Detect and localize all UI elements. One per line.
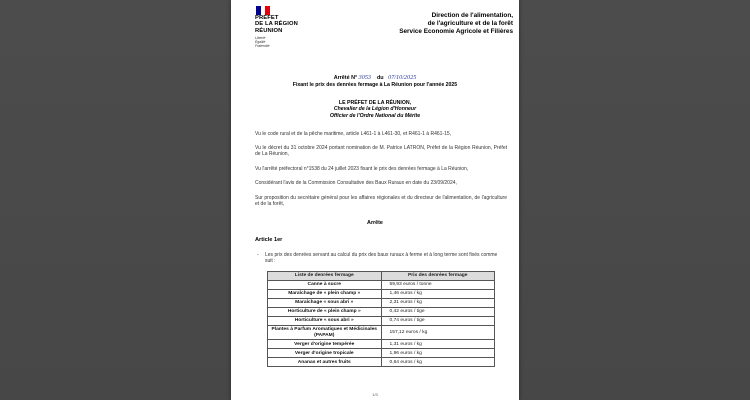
column-header: Prix des denrées fermage: [381, 272, 495, 281]
denree-price: 1,96 euros / kg: [381, 349, 495, 358]
prefet-honor: Officier de l'Ordre National du Mérite: [329, 112, 421, 119]
logo-motto: Fraternité: [255, 44, 270, 49]
flag-red-stripe: [265, 6, 270, 15]
prefet-title: LE PRÉFET DE LA RÉUNION,: [338, 100, 412, 106]
table-row: [268, 326, 495, 340]
table-row: [268, 358, 495, 367]
decree-date: 07/10/2025: [388, 74, 417, 81]
header-line: Service Economie Agricole et Filières: [399, 28, 513, 35]
table-row: [268, 317, 495, 326]
vu-paragraph: Vu le code rural et de la pêche maritime, article L461-1 à L461-30, et R461-1 à R461-15,: [255, 131, 452, 137]
denree-price: 1,46 euros / kg: [381, 290, 495, 299]
denree-name: Canne à sucre: [268, 281, 382, 290]
logo-motto: Liberté: [255, 36, 266, 41]
prefet-honor: Chevalier de la Légion d'Honneur: [333, 106, 417, 113]
denree-price: 1,31 euros / kg: [381, 340, 495, 349]
denree-price: 59,93 euros / tonne: [381, 281, 495, 290]
denree-price: 0,42 euros / tige: [381, 308, 495, 317]
arrete-heading: Arrête: [367, 220, 383, 226]
price-table: [267, 271, 495, 367]
logo-line: RÉUNION: [255, 27, 283, 34]
vu-paragraph: Sur proposition du secrétaire général pour les affaires régionales et du directeur de l'alimentation, de l'agriculture et de la forêt,: [255, 195, 507, 208]
logo-line: PRÉFET: [255, 15, 279, 21]
decree-number-line: [231, 74, 519, 81]
list-dash: -: [257, 252, 259, 258]
article-intro: [257, 252, 505, 265]
denree-price: 0,74 euros / tige: [381, 317, 495, 326]
decree-du: du: [377, 75, 384, 81]
marianne-flag-icon: [256, 6, 270, 15]
vu-paragraph: Considérant l'avis de la Commission Consultative des Baux Ruraux en date du 23/09/2024,: [255, 180, 457, 186]
decree-number: 3053: [358, 74, 371, 81]
header-line: Direction de l'alimentation,: [431, 12, 513, 19]
header-line: de l'agriculture et de la forêt: [427, 20, 513, 27]
document-page: [231, 0, 519, 400]
denree-price: 2,31 euros / kg: [381, 299, 495, 308]
decree-title: Fixant le prix des denrées fermage à La Réunion pour l'année 2025: [292, 82, 458, 88]
decree-prefix: Arrêté N°: [333, 75, 358, 81]
denree-name: Verger d'origine tropicale: [268, 349, 382, 358]
table-row: [268, 308, 495, 317]
denree-name: Verger d'origine tempérée: [268, 340, 382, 349]
table-row: [268, 290, 495, 299]
page-number: 1/3: [372, 392, 378, 397]
denree-name: Maraîchage de « plein champ »: [268, 290, 382, 299]
column-header: Liste de denrées fermage: [268, 272, 382, 281]
denree-name: Ananas et autres fruits: [268, 358, 382, 367]
denree-name: Plantes à Parfum Aromatiques et Médicinales (PAPAM): [268, 326, 382, 340]
denree-name: Horticulture « sous abri »: [268, 317, 382, 326]
table-row: [268, 340, 495, 349]
denree-name: Maraîchage « sous abri »: [268, 299, 382, 308]
article-heading: Article 1er: [255, 237, 283, 243]
table-row: [268, 299, 495, 308]
logo-line: DE LA RÉGION: [255, 21, 298, 28]
table-row: [268, 349, 495, 358]
denree-name: Horticulture de « plein champ »: [268, 308, 382, 317]
table-row: [268, 281, 495, 290]
issuing-service-header: [351, 12, 513, 36]
table-header-row: [268, 272, 495, 281]
prefet-block: [231, 100, 519, 119]
article-intro-text: Les prix des denrées servant au calcul du prix des baux ruraux à ferme et à long terme sont fixés comme suit :: [265, 252, 498, 265]
denree-price: 0,64 euros / kg: [381, 358, 495, 367]
denree-price: 157,12 euros / kg: [381, 326, 495, 340]
vu-paragraph: Vu le décret du 31 octobre 2024 portant nomination de M. Patrice LATRON, Préfet de la Région Réunion, Préfet de La Réunion,: [255, 145, 507, 158]
logo-motto: Égalité: [255, 40, 266, 45]
prefecture-logo: [255, 6, 315, 48]
vu-paragraph: Vu l'arrêté préfectoral n°1538 du 24 juillet 2023 fixant le prix des denrées fermage à La Réunion,: [255, 166, 469, 172]
